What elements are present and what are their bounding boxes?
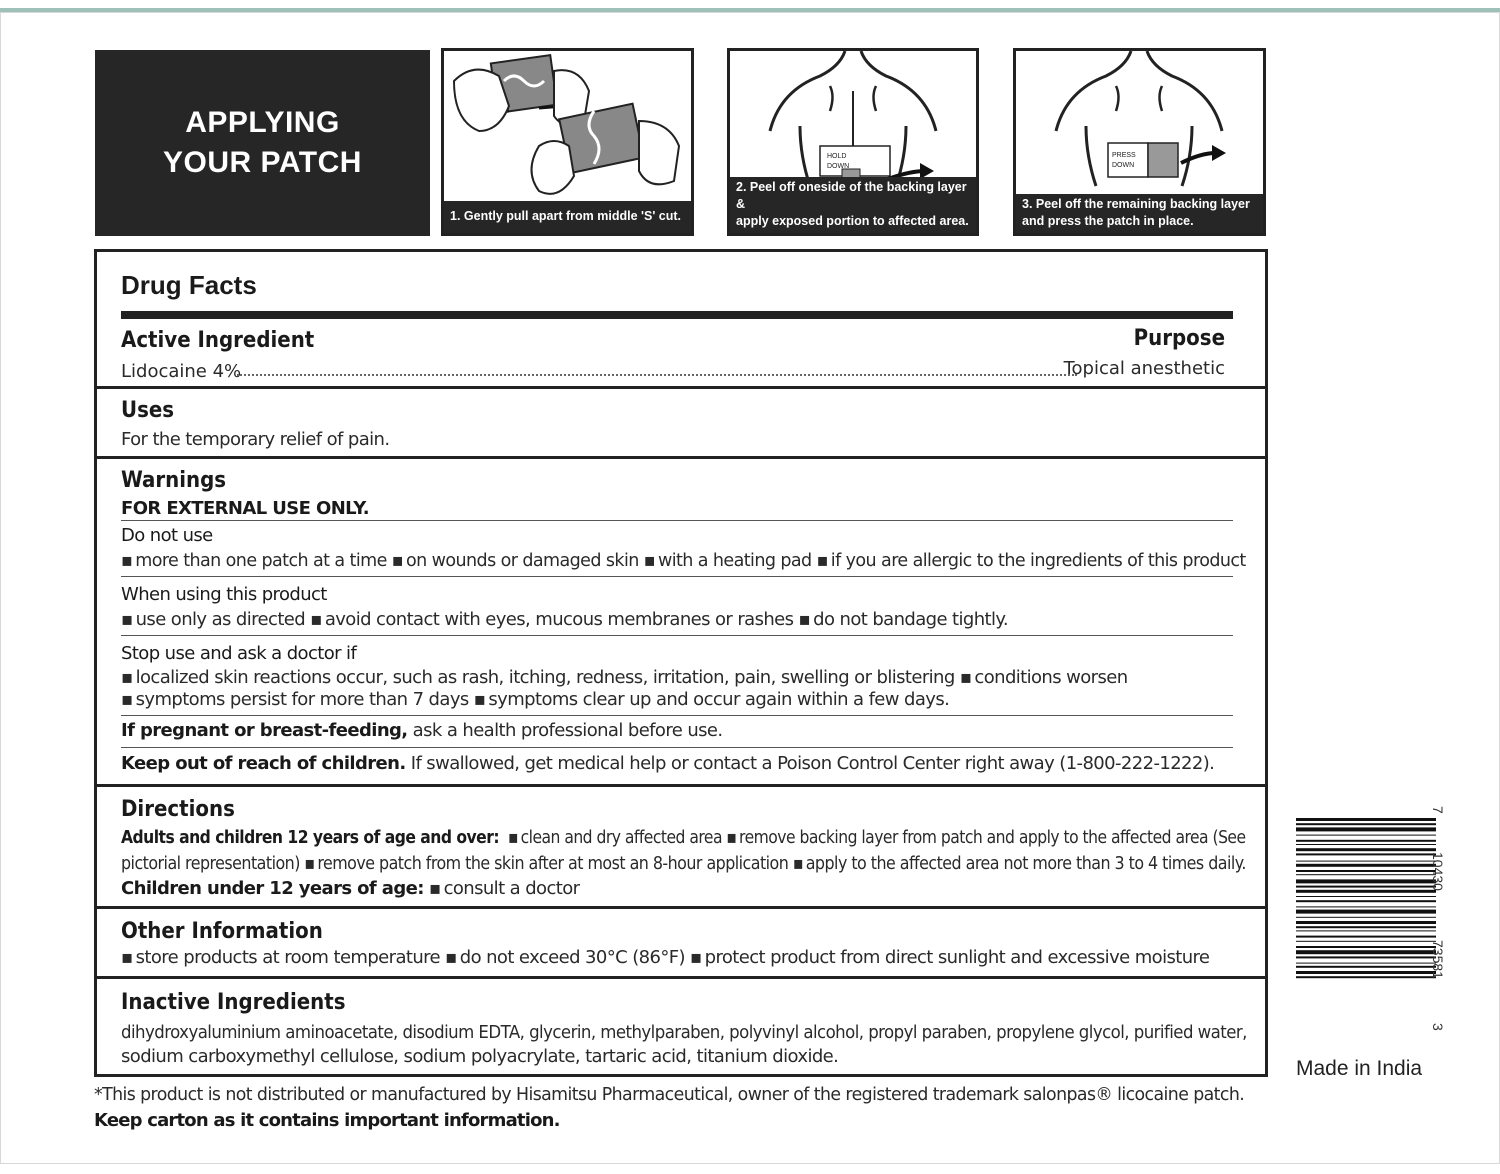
- drug-facts-panel: [94, 249, 1268, 1077]
- barcode-bar: [1296, 926, 1436, 928]
- stop-use-item: ▪ symptoms clear up and occur again within a few days.: [474, 689, 949, 710]
- step-3-panel: [1013, 48, 1266, 236]
- other-information-item: ▪ protect product from direct sunlight and excessive moisture: [690, 947, 1209, 968]
- barcode-bar: [1296, 864, 1436, 867]
- when-using-item: ▪ do not bandage tightly.: [799, 609, 1008, 630]
- barcode-digit: 7: [1430, 806, 1446, 814]
- barcode-bar: [1296, 870, 1436, 872]
- warnings-rule: [121, 747, 1233, 748]
- back-press-down-icon: [1016, 51, 1263, 201]
- when-using-item: ▪ use only as directed: [121, 609, 305, 630]
- do-not-use-item: ▪ with a heating pad: [644, 550, 812, 571]
- barcode-bar: [1296, 917, 1436, 918]
- purpose-heading: Purpose: [1133, 326, 1225, 351]
- adults-bold: Adults and children 12 years of age and over:: [121, 827, 500, 848]
- barcode-bar: [1296, 879, 1436, 883]
- barcode-bar: [1296, 827, 1436, 831]
- keep-carton-text: Keep carton as it contains important information.: [94, 1110, 560, 1131]
- children-under-12-bold: Children under 12 years of age:: [121, 878, 424, 899]
- pregnant-text: ask a health professional before use.: [407, 720, 723, 741]
- purpose-value: Topical anesthetic: [1063, 358, 1225, 379]
- step-2-caption-line2: apply exposed portion to affected area.: [736, 214, 969, 228]
- barcode-bar: [1296, 853, 1436, 855]
- directions-item: pictorial representation): [121, 853, 300, 874]
- barcode-bar: [1296, 848, 1436, 851]
- barcode-bar: [1296, 906, 1436, 907]
- section-divider: [97, 456, 1265, 459]
- active-ingredient-heading: Active Ingredient: [121, 328, 315, 353]
- barcode-bar: [1296, 941, 1436, 942]
- pregnant-warning: [121, 720, 723, 741]
- stop-use-heading: Stop use and ask a doctor if: [121, 643, 357, 664]
- directions-item: ▪ remove backing layer from patch and apply to the affected area (See: [726, 827, 1245, 848]
- step-2-caption-line1: 2. Peel off oneside of the backing layer &: [736, 180, 967, 211]
- section-divider: [97, 906, 1265, 909]
- hands-pulling-patch-icon: [444, 51, 691, 211]
- step-3-caption-line1: 3. Peel off the remaining backing layer: [1022, 197, 1250, 211]
- barcode-digit: 3: [1430, 1023, 1446, 1031]
- barcode-bar: [1296, 890, 1436, 893]
- stop-use-line1: [121, 667, 1128, 688]
- warnings-rule: [121, 715, 1233, 716]
- uses-heading: Uses: [121, 398, 175, 423]
- do-not-use-heading: Do not use: [121, 525, 213, 546]
- children-bold: Keep out of reach of children.: [121, 753, 406, 774]
- children-text: If swallowed, get medical help or contact a Poison Control Center right away (1-800-222-1222).: [405, 753, 1215, 774]
- barcode-bar: [1296, 900, 1436, 902]
- barcode-bar: [1296, 930, 1436, 931]
- barcode-bar: [1296, 946, 1436, 948]
- children-warning: [121, 753, 1214, 774]
- directions-item: ▪ consult a doctor: [429, 878, 579, 899]
- barcode-bar: [1296, 886, 1436, 888]
- do-not-use-item: ▪ more than one patch at a time: [121, 550, 387, 571]
- warnings-rule: [121, 520, 1233, 521]
- section-divider: [97, 976, 1265, 979]
- barcode-bar: [1296, 861, 1436, 862]
- step-1-panel: [441, 48, 694, 236]
- barcode-digit: 73581: [1430, 940, 1446, 979]
- stop-use-item: ▪ conditions worsen: [960, 667, 1128, 688]
- stop-use-line2: [121, 689, 949, 710]
- barcode-bar: [1296, 823, 1436, 825]
- barcode-bar: [1296, 835, 1436, 836]
- directions-item: ▪ clean and dry affected area: [508, 827, 722, 848]
- dotted-leader: [237, 374, 1077, 376]
- other-information-item: ▪ store products at room temperature: [121, 947, 440, 968]
- when-using-heading: When using this product: [121, 584, 327, 605]
- drug-facts-title: Drug Facts: [121, 270, 257, 300]
- hold-down-label-2: DOWN: [827, 163, 850, 170]
- do-not-use-item: ▪ on wounds or damaged skin: [392, 550, 639, 571]
- disclaimer-text: *This product is not distributed or manufactured by Hisamitsu Pharmaceutical, owner of the registered trademark salonpas® licocaine patch.: [94, 1084, 1245, 1105]
- external-use-only: FOR EXTERNAL USE ONLY.: [121, 498, 369, 519]
- barcode-bar: [1296, 921, 1436, 924]
- barcode-bar: [1296, 818, 1436, 821]
- made-in-label: Made in India: [1296, 1057, 1423, 1080]
- barcode-digit: 10430: [1430, 852, 1446, 891]
- uses-text: For the temporary relief of pain.: [121, 429, 390, 450]
- warnings-heading: Warnings: [121, 468, 227, 493]
- stop-use-item: ▪ symptoms persist for more than 7 days: [121, 689, 469, 710]
- inactive-ingredients-line1: dihydroxyaluminium aminoacetate, disodium EDTA, glycerin, methylparaben, polyvinyl alcohol, propyl paraben, propylene glycol, purified water,: [121, 1022, 1247, 1043]
- barcode-bar: [1296, 910, 1436, 914]
- barcode-bar: [1296, 840, 1436, 842]
- step-2-panel: [727, 48, 979, 236]
- title-line2: YOUR PATCH: [163, 146, 362, 179]
- when-using-item: ▪ avoid contact with eyes, mucous membranes or rashes: [310, 609, 793, 630]
- barcode-bar: [1296, 874, 1436, 875]
- directions-line3: [121, 878, 579, 899]
- barcode-bar: [1296, 966, 1436, 968]
- active-ingredient-value: Lidocaine 4%: [121, 361, 242, 382]
- barcode-bar: [1296, 950, 1436, 954]
- directions-item: ▪ apply to the affected area not more than 3 to 4 times daily.: [793, 853, 1246, 874]
- step-3-caption-line2: and press the patch in place.: [1022, 214, 1194, 228]
- section-divider: [97, 386, 1265, 389]
- title-line1: APPLYING: [185, 106, 340, 139]
- warnings-rule: [121, 576, 1233, 577]
- inactive-ingredients-line2: sodium carboxymethyl cellulose, sodium polyacrylate, tartaric acid, titanium dioxide.: [121, 1046, 839, 1067]
- step-1-caption: 1. Gently pull apart from middle 'S' cut.: [444, 201, 691, 233]
- directions-line2: [121, 853, 1246, 874]
- step-2-caption: [730, 177, 976, 233]
- directions-item: ▪ remove patch from the skin after at most an 8-hour application: [304, 853, 788, 874]
- pregnant-bold: If pregnant or breast-feeding,: [121, 720, 408, 741]
- hold-down-label-1: HOLD: [827, 153, 847, 160]
- when-using-list: [121, 609, 1008, 630]
- stop-use-item: ▪ localized skin reactions occur, such as rash, itching, redness, irritation, pain, swelling or blistering: [121, 667, 955, 688]
- barcode-bar: [1296, 976, 1436, 978]
- other-information-list: [121, 947, 1209, 968]
- other-information-item: ▪ do not exceed 30°C (86°F): [445, 947, 685, 968]
- directions-line1: [121, 827, 1246, 848]
- barcode-bar: [1296, 963, 1436, 964]
- barcode-bar: [1296, 896, 1436, 897]
- do-not-use-item: ▪ if you are allergic to the ingredients of this product: [817, 550, 1246, 571]
- other-information-heading: Other Information: [121, 919, 323, 944]
- drug-facts-title-bar: [121, 311, 1233, 319]
- directions-heading: Directions: [121, 797, 235, 822]
- barcode-bar: [1296, 936, 1436, 938]
- barcode-bar: [1296, 956, 1436, 958]
- press-down-label-1: PRESS: [1112, 152, 1136, 159]
- barcode-bar: [1296, 971, 1436, 974]
- applying-title-box: [95, 50, 430, 236]
- barcode-bar: [1296, 844, 1436, 845]
- barcode-image: [1296, 818, 1436, 1032]
- warnings-rule: [121, 635, 1233, 636]
- press-down-label-2: DOWN: [1112, 162, 1135, 169]
- inactive-ingredients-heading: Inactive Ingredients: [121, 990, 346, 1015]
- do-not-use-list: [121, 550, 1246, 571]
- step-3-caption: [1016, 194, 1263, 233]
- section-divider: [97, 784, 1265, 787]
